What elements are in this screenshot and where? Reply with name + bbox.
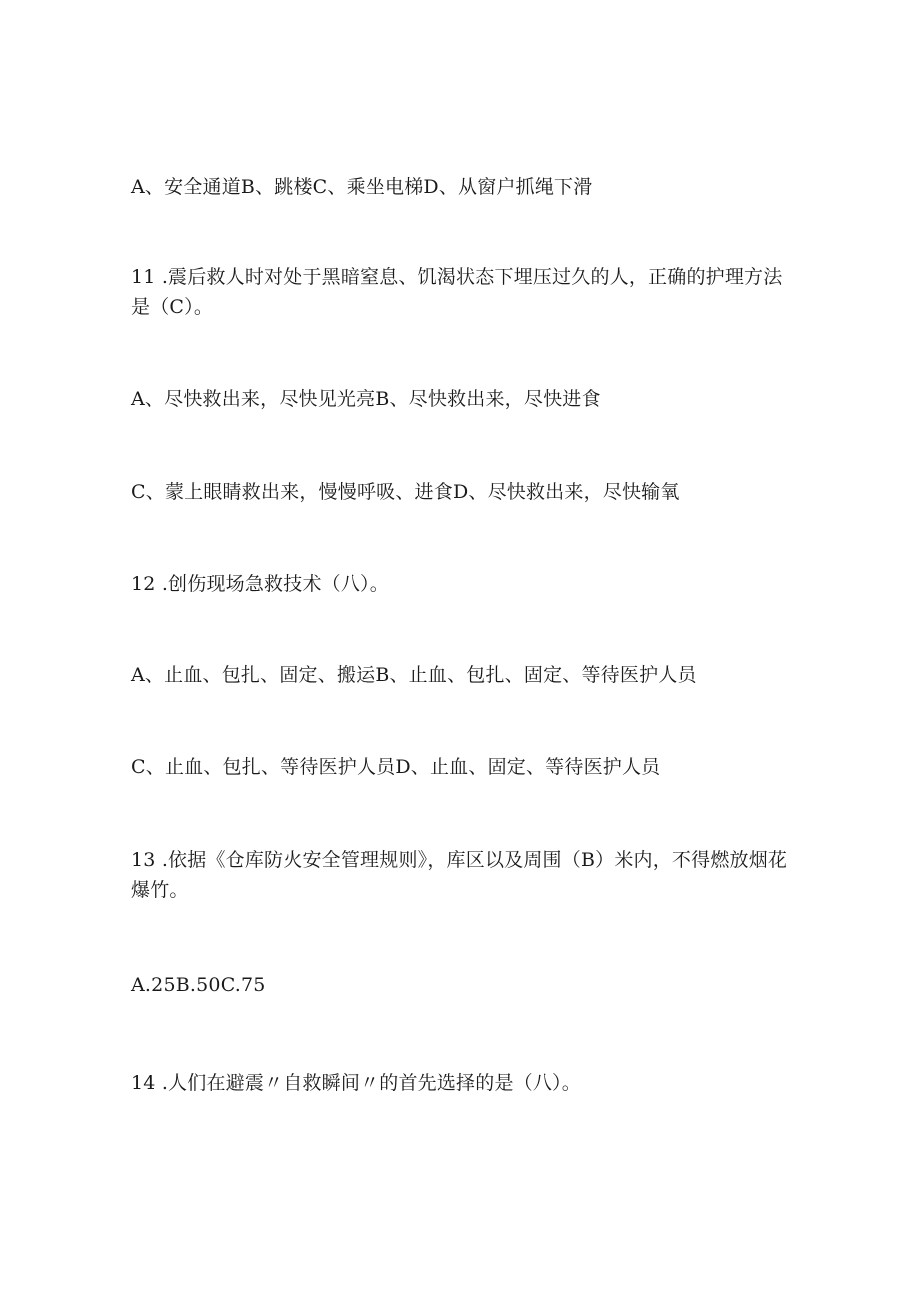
q11-options-cd: C、蒙上眼睛救出来，慢慢呼吸、进食D、尽快救出来，尽快输氧	[131, 481, 680, 503]
question-14: 14 .人们在避震〃自救瞬间〃的首先选择的是（八）。	[131, 1072, 581, 1094]
question-12: 12 .创伤现场急救技术（八）。	[131, 573, 389, 595]
q13-options: A.25B.50C.75	[131, 974, 266, 996]
question-13: 13 .依据《仓库防火安全管理规则》，库区以及周围（B）米内，不得燃放烟花爆竹。	[131, 849, 788, 901]
q11-options-ab: A、尽快救出来，尽快见光亮B、尽快救出来，尽快进食	[131, 388, 601, 410]
q12-options-ab: A、止血、包扎、固定、搬运B、止血、包扎、固定、等待医护人员	[131, 664, 697, 686]
question-11: 11 .震后救人时对处于黑暗窒息、饥渴状态下埋压过久的人，正确的护理方法是（C）。	[131, 266, 783, 318]
q10-options: A、安全通道B、跳楼C、乘坐电梯D、从窗户抓绳下滑	[131, 176, 593, 198]
q12-options-cd: C、止血、包扎、等待医护人员D、止血、固定、等待医护人员	[131, 756, 661, 778]
